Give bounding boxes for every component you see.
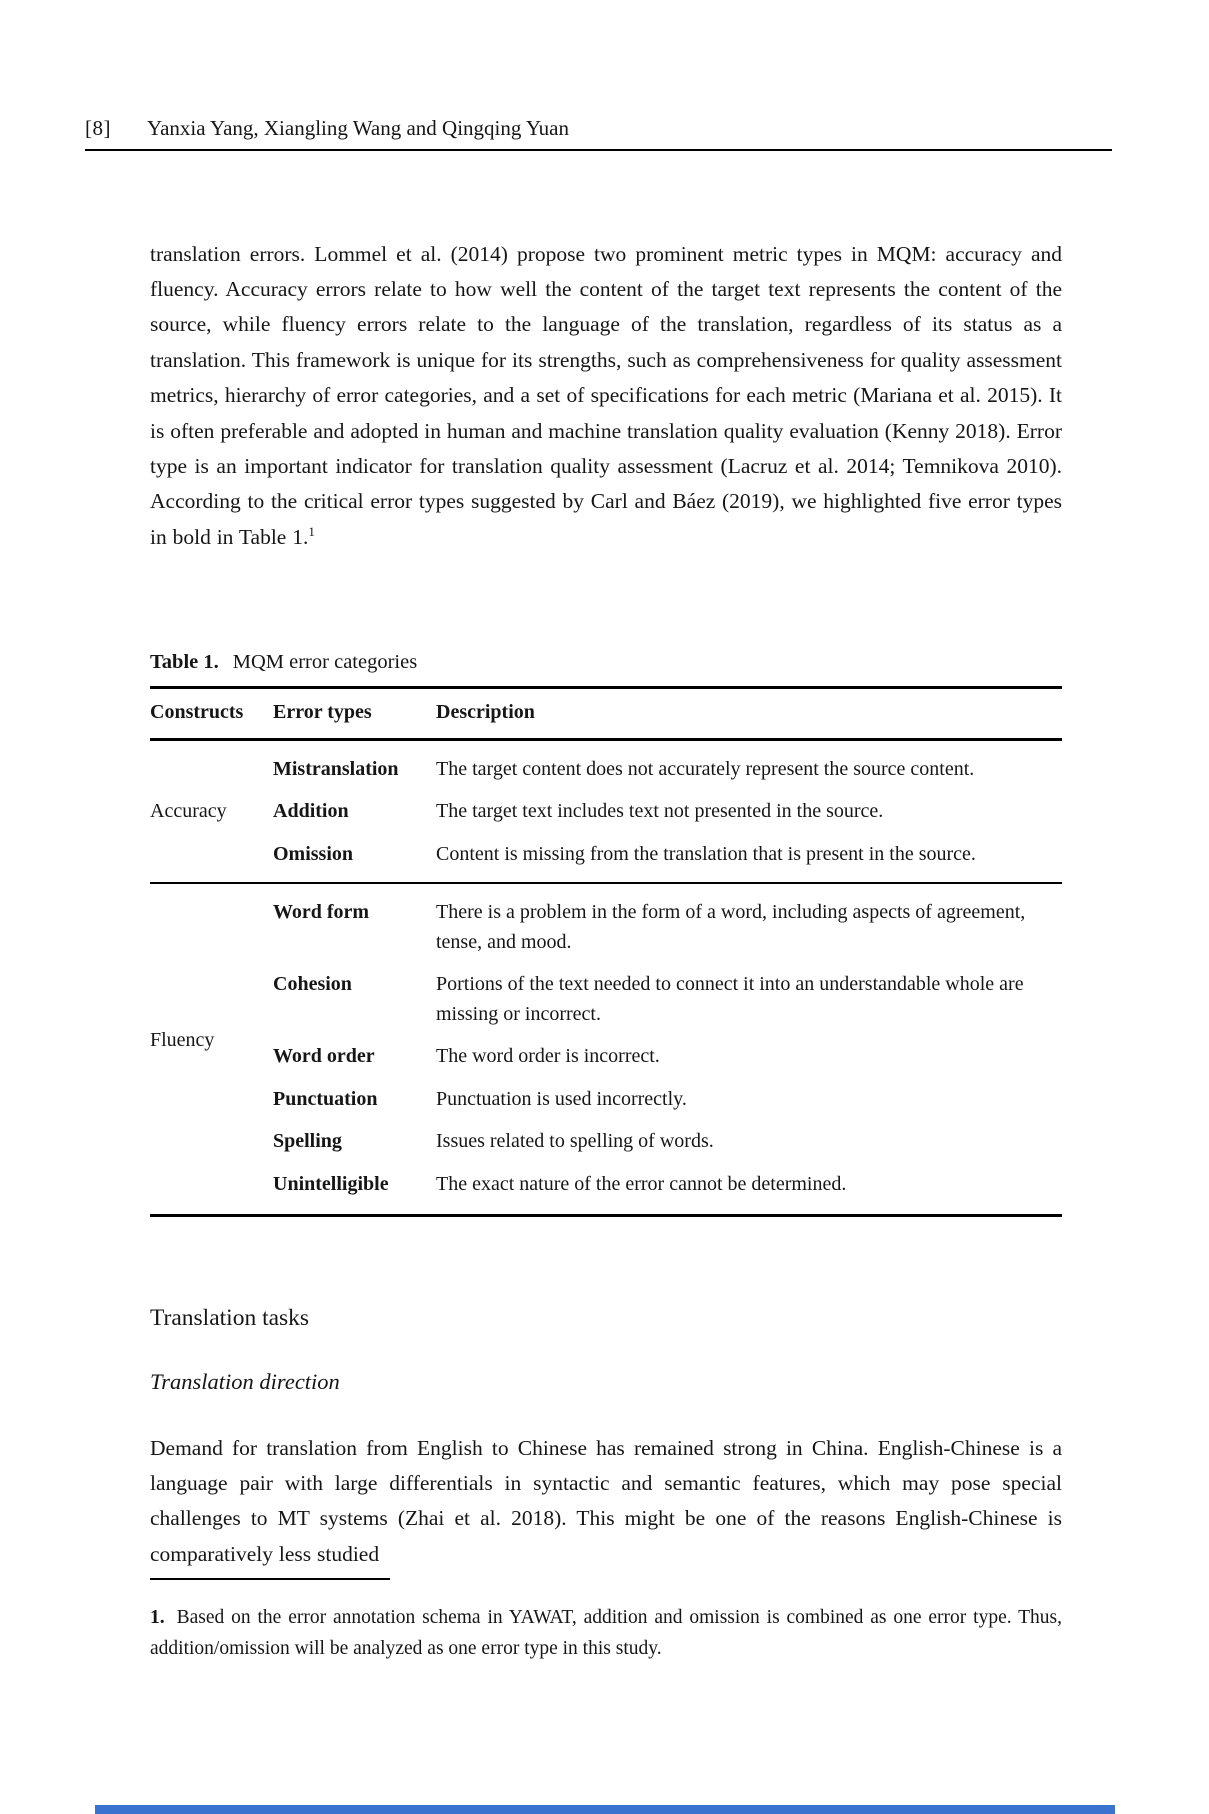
footnote [150, 1602, 1062, 1664]
error-type-cell: Spelling [273, 1130, 342, 1152]
column-header-error-types: Error types [273, 701, 372, 723]
description-cell: Portions of the text needed to connect it into an understandable whole are missing or incorrect. [436, 973, 1024, 1025]
table-row [150, 790, 1062, 833]
description-cell: The word order is incorrect. [436, 1045, 660, 1067]
construct-cell [150, 970, 273, 1029]
construct-cell [150, 1170, 273, 1200]
footnote-reference[interactable]: 1 [308, 523, 315, 539]
table-row [150, 1078, 1062, 1121]
table-body-fluency [150, 882, 1062, 1205]
construct-cell [150, 1085, 273, 1115]
column-header-description: Description [436, 701, 535, 723]
table-caption [150, 648, 1062, 676]
table-caption-label: Table 1. [150, 651, 219, 673]
error-type-cell: Word form [273, 901, 370, 923]
footnote-text: Based on the error annotation schema in YAWAT, addition and omission is combined as one error type. Thus, addition/omission will be analyzed as one error type in this study. [150, 1607, 1062, 1659]
description-cell: The target content does not accurately represent the source content. [436, 757, 975, 780]
page-number: [8] [85, 116, 111, 140]
table-row [150, 748, 1062, 791]
table-caption-text: MQM error categories [232, 651, 418, 673]
mqm-error-table [150, 686, 1062, 1217]
error-type-cell: Mistranslation [273, 757, 399, 780]
table-row [150, 1163, 1062, 1206]
error-type-cell: Unintelligible [273, 1172, 389, 1195]
description-cell: The target text includes text not presented in the source. [436, 800, 884, 822]
error-type-cell: Punctuation [273, 1087, 378, 1110]
construct-cell [150, 755, 273, 785]
construct-cell [150, 840, 273, 870]
description-cell: Punctuation is used incorrectly. [436, 1087, 687, 1110]
column-header-constructs: Constructs [150, 701, 244, 723]
description-cell: The exact nature of the error cannot be determined. [436, 1172, 847, 1195]
error-type-cell: Cohesion [273, 973, 352, 995]
error-type-cell: Omission [273, 842, 354, 865]
error-type-cell: Word order [273, 1045, 375, 1067]
footnote-marker: 1. [150, 1607, 165, 1628]
running-head [85, 114, 1112, 151]
description-cell: There is a problem in the form of a word, including aspects of agreement, tense, and mood. [436, 901, 1026, 953]
construct-cell-fluency: Fluency [150, 1029, 215, 1051]
table-row [150, 1120, 1062, 1163]
paragraph-translation-direction: Demand for translation from English to Chinese has remained strong in China. English-Chinese is a language pair with large differentials in syntactic and semantic features, which may pose special challenges to MT systems (Zhai et al. 2018). This might be one of the reasons English-Chinese is comparatively less studied [150, 1435, 1062, 1566]
paragraph-mqm-intro-text: translation errors. Lommel et al. (2014) propose two prominent metric types in MQM: accuracy and fluency. Accuracy errors relate to how well the content of the target text represents the content of the source, while fluency errors relate to the language of the translation, regardless of its status as a translation. This framework is unique for its strengths, such as comprehensiveness for quality assessment metrics, hierarchy of error categories, and a set of specifications for each metric (Mariana et al. 2015). It is often preferable and adopted in human and machine translation quality evaluation (Kenny 2018). Error type is an important indicator for translation quality assessment (Lacruz et al. 2014; Temnikova 2010). According to the critical error types suggested by Carl and Báez (2019), we highlighted five error types in bold in Table 1. [150, 241, 1062, 549]
construct-cell [150, 1127, 273, 1157]
construct-cell-accuracy: Accuracy [150, 800, 227, 822]
paragraph-mqm-intro [150, 237, 1062, 556]
error-type-cell: Addition [273, 800, 349, 822]
table-row [150, 833, 1062, 876]
section-heading-translation-tasks: Translation tasks [150, 1305, 310, 1331]
description-cell: Issues related to spelling of words. [436, 1130, 714, 1152]
bottom-accent-bar [95, 1805, 1115, 1814]
table-row [150, 963, 1062, 1035]
table-row [150, 1029, 1062, 1078]
table-body-accuracy [150, 738, 1062, 876]
table-header-row [150, 686, 1062, 738]
footnote-separator-rule [150, 1578, 390, 1580]
subsection-heading-translation-direction: Translation direction [150, 1369, 340, 1394]
running-head-authors: Yanxia Yang, Xiangling Wang and Qingqing Yuan [147, 116, 569, 140]
construct-cell [150, 898, 273, 957]
table-row [150, 891, 1062, 963]
description-cell: Content is missing from the translation that is present in the source. [436, 842, 976, 865]
table-bottom-rule [150, 1214, 1062, 1217]
